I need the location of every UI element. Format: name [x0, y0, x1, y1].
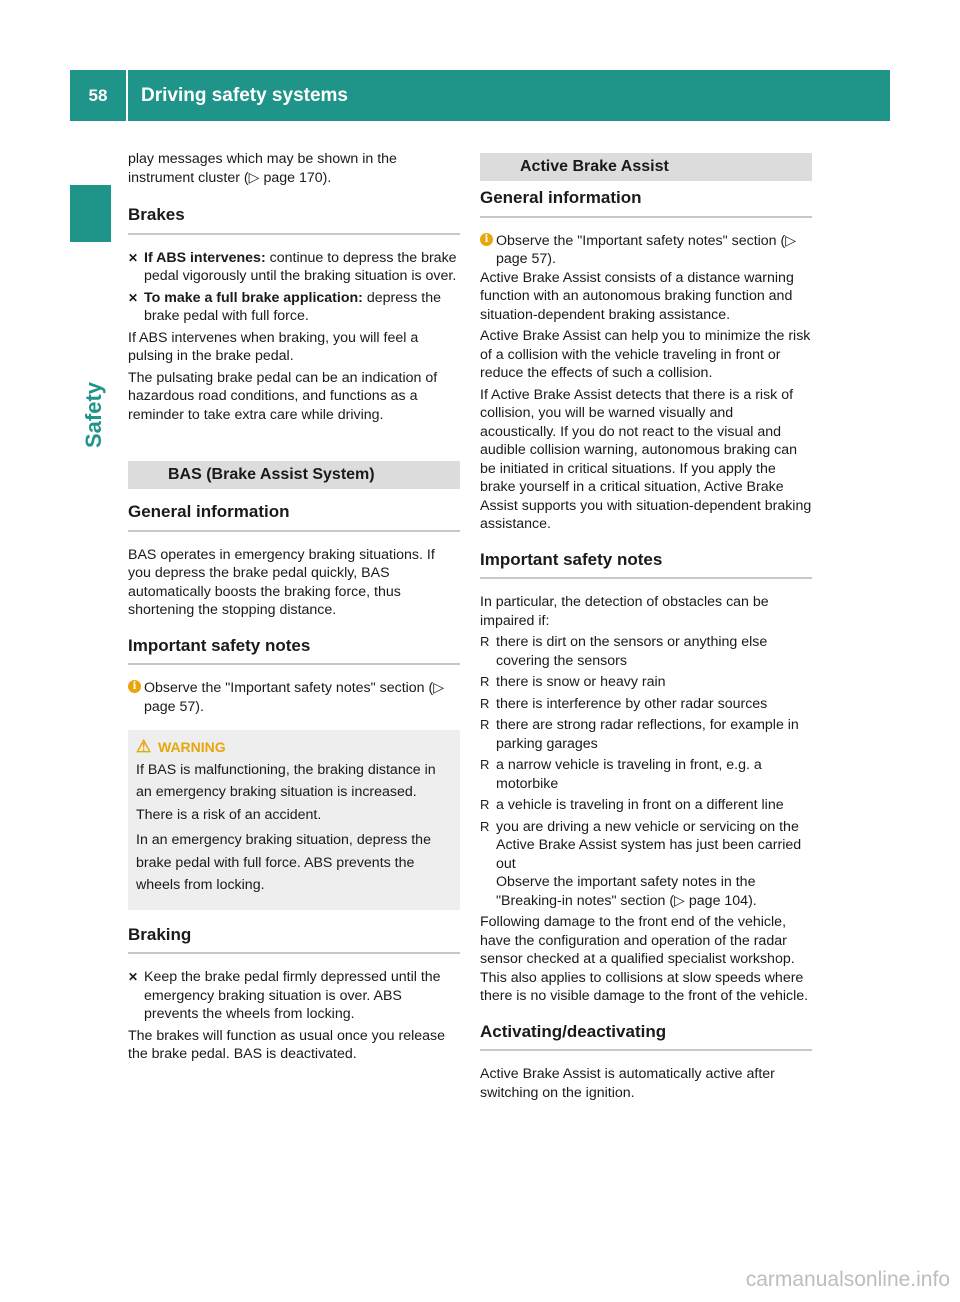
aba-info-note: [480, 232, 812, 269]
watermark: carmanualsonline.info: [745, 1268, 950, 1291]
step-2-text: depress the brake pedal with full force.: [144, 289, 442, 324]
bas-band: BAS (Brake Assist System): [128, 461, 460, 489]
warning-paragraph-2: In an emergency braking situation, depress the brake pedal with full force. ABS prevents the wheels from locking.: [136, 832, 431, 893]
bullet-icon: R: [480, 717, 490, 732]
aba-general-heading: General information: [480, 189, 812, 218]
braking-step-text: Keep the brake pedal firmly depressed until the emergency braking situation is over. ABS prevents the wheels from locking.: [144, 969, 441, 1022]
aba-safety-intro: In particular, the detection of obstacles can be impaired if:: [480, 594, 769, 629]
brakes-paragraph-1: If ABS intervenes when braking, you will feel a pulsing in the brake pedal.: [128, 329, 419, 364]
bullet-icon: R: [480, 674, 490, 689]
braking-paragraph: The brakes will function as usual once you release the brake pedal. BAS is deactivated.: [128, 1027, 446, 1062]
brakes-heading: Brakes: [128, 206, 460, 235]
bas-general-heading: General information: [128, 503, 460, 532]
list-item: R a narrow vehicle is traveling in front, e.g. a motorbike: [480, 757, 762, 792]
bas-safety-heading: Important safety notes: [128, 637, 460, 666]
list-item: R there are strong radar reflections, for example in parking garages: [480, 717, 799, 752]
aba-band: Active Brake Assist: [480, 153, 812, 181]
info-icon: i: [480, 233, 493, 246]
bullet-icon: R: [480, 695, 490, 711]
aba-paragraph-2: Active Brake Assist can help you to minimize the risk of a collision with the vehicle traveling in front or reduce the effects of such a collision.: [480, 328, 811, 381]
step-2-bold: To make a full brake application:: [144, 289, 363, 306]
braking-step: [128, 968, 460, 1024]
bullet-icon: R: [480, 818, 490, 834]
intro-text: play messages which may be shown in the instrument cluster (▷ page 170).: [128, 151, 397, 186]
step-arrow-icon: ✕: [128, 970, 139, 984]
aba-safety-heading: Important safety notes: [480, 551, 812, 580]
aba-note-text: Observe the "Important safety notes" section (▷ page 57).: [496, 232, 797, 267]
bas-general-text: BAS operates in emergency braking situations. If you depress the brake pedal quickly, BAS automatically boosts the braking force, thus shortening the stopping distance.: [128, 546, 435, 618]
side-label: [74, 355, 114, 475]
warning-box: [128, 730, 460, 910]
warning-triangle-icon: ⚠: [136, 737, 152, 756]
page-number: 58: [88, 86, 108, 105]
bullet-icon: R: [480, 757, 490, 772]
step-1-bold: If ABS intervenes:: [144, 249, 266, 266]
section-title: Driving safety systems: [141, 85, 348, 106]
step-arrow-icon: ✕: [128, 250, 139, 265]
bullet-icon: R: [480, 797, 490, 812]
brakes-step-1: [128, 249, 460, 286]
side-tab: [70, 185, 111, 242]
damage-paragraph: Following damage to the front end of the vehicle, have the configuration and operation of the radar sensor checked at a qualified specialist workshop. This also applies to collisions at slow speeds where there is no visible damage to the front of the vehicle.: [480, 914, 809, 1004]
bas-note-text: Observe the "Important safety notes" section (▷ page 57).: [144, 680, 445, 715]
warning-paragraph-1: If BAS is malfunctioning, the braking distance in an emergency braking situation is increased. There is a risk of an accident.: [136, 761, 436, 823]
braking-heading: Braking: [128, 926, 460, 955]
brakes-step-2: [128, 289, 460, 326]
list-item: R you are driving a new vehicle or servicing on the Active Brake Assist system has just been carried out Observe the important safety notes in the "Breaking-in notes" section (▷ page 104).: [480, 818, 812, 911]
side-label-text: Safety: [81, 381, 106, 449]
step-1-text: continue to depress the brake pedal vigorously until the braking situation is over.: [144, 249, 457, 284]
activating-text: Active Brake Assist is automatically active after switching on the ignition.: [480, 1066, 775, 1101]
list-item: R there is interference by other radar sources: [480, 695, 768, 712]
warning-title: WARNING: [158, 739, 226, 755]
bas-info-note: [128, 679, 460, 716]
info-icon: i: [128, 680, 141, 693]
right-column: [480, 150, 812, 1105]
brakes-paragraph-2: The pulsating brake pedal can be an indication of hazardous road conditions, and functions as a reminder to take extra care while driving.: [128, 369, 438, 423]
warning-heading: [136, 736, 452, 759]
header-divider: [126, 70, 128, 121]
left-column: [128, 150, 460, 1067]
aba-paragraph-3: If Active Brake Assist detects that there is a risk of collision, you will be warned visually and acoustically. If you do not react to the visual and audible collision warning, autonomous braking can be initiated in critical situations. If you apply the brake yourself in a critical situation, Active Brake Assist supports you with situation-dependent braking assistance.: [480, 386, 812, 532]
list-item: R there is snow or heavy rain: [480, 674, 666, 690]
step-arrow-icon: ✕: [128, 290, 139, 305]
bullet-followup: Observe the important safety notes in the "Breaking-in notes" section (▷ page 104).: [496, 874, 757, 909]
list-item: R there is dirt on the sensors or anything else covering the sensors: [480, 634, 768, 669]
activating-heading: Activating/deactivating: [480, 1023, 812, 1052]
bullet-icon: R: [480, 634, 490, 649]
list-item: R a vehicle is traveling in front on a different line: [480, 797, 784, 813]
aba-paragraph-1: Active Brake Assist consists of a distance warning function with an autonomous braking function and situation-dependent braking assistance.: [480, 269, 794, 323]
